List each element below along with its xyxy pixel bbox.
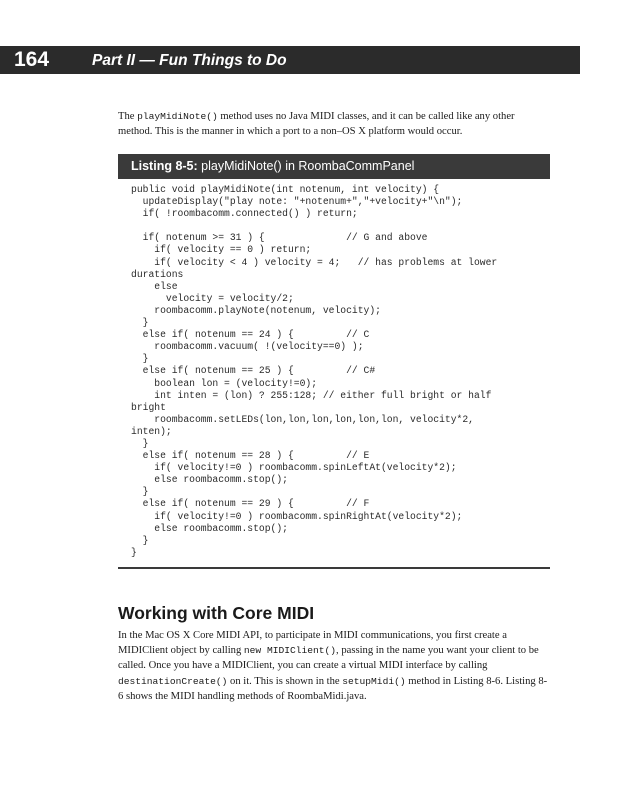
- listing-caption: [131, 157, 414, 176]
- code-line: if( velocity == 0 ) return;: [131, 244, 312, 256]
- code-line: public void playMidiNote(int notenum, int velocity) {: [131, 184, 440, 195]
- core-midi-paragraph: [118, 628, 550, 704]
- inline-code-new-midiclient: new MIDIClient(): [243, 645, 337, 657]
- code-line: else if( notenum == 29 ) { // F: [131, 498, 370, 510]
- code-line: else roombacomm.stop();: [131, 474, 288, 486]
- code-line: else if( notenum == 28 ) { // E: [131, 450, 370, 462]
- code-line: }: [131, 534, 149, 546]
- inline-code-playmidinote: playMidiNote(): [137, 111, 218, 122]
- code-line: if( velocity < 4 ) velocity = 4; // has problems at lower: [131, 256, 498, 268]
- code-line: roombacomm.setLEDs(lon,lon,lon,lon,lon,lon, velocity*2,: [131, 413, 474, 425]
- code-line: else if( notenum == 24 ) { // C: [131, 329, 370, 341]
- code-line: }: [131, 317, 149, 329]
- code-line: if( notenum >= 31 ) { // G and above: [131, 232, 428, 244]
- code-line: if( velocity!=0 ) roombacomm.spinLeftAt(velocity*2);: [131, 462, 457, 474]
- intro-text: The: [118, 111, 138, 122]
- code-line: inten);: [131, 425, 172, 437]
- body-text: , passing in the name you want your client to be called. Once you have a MIDIClient, you can create a virtual MIDI interface by calling: [118, 645, 539, 672]
- code-line: velocity = velocity/2;: [131, 292, 294, 304]
- code-line: bright: [131, 401, 166, 413]
- body-text: on it. This is shown in the: [227, 675, 343, 687]
- code-line: int inten = (lon) ? 255:128; // either full bright or half: [131, 389, 492, 401]
- inline-code-destinationcreate: destinationCreate(): [118, 675, 228, 687]
- code-line: [131, 220, 551, 232]
- listing-label: Listing 8-5:: [131, 159, 198, 173]
- code-line: }: [131, 486, 149, 498]
- code-line: roombacomm.vacuum( !(velocity==0) );: [131, 341, 364, 353]
- code-line: }: [131, 353, 149, 365]
- page-number: 164: [14, 48, 50, 71]
- code-line: if( velocity!=0 ) roombacomm.spinRightAt(velocity*2);: [131, 510, 463, 522]
- code-line: roombacomm.playNote(notenum, velocity);: [131, 304, 381, 316]
- code-line: else if( notenum == 25 ) { // C#: [131, 365, 376, 377]
- code-line: else: [131, 280, 178, 292]
- inline-code-setupmidi: setupMidi(): [342, 675, 406, 687]
- code-line: }: [131, 437, 149, 449]
- body-text: method in Listing 8-6. Listing 8-6 shows the MIDI handling methods of RoombaMidi.java.: [118, 675, 548, 702]
- code-line: durations: [131, 268, 184, 280]
- listing-title: playMidiNote() in RoombaCommPanel: [197, 159, 415, 173]
- body-text: In the Mac OS X Core MIDI API, to participate in MIDI communications, you first create a MIDIClient object by calling: [118, 630, 507, 657]
- listing-bottom-rule: [118, 567, 550, 569]
- code-line: }: [131, 546, 137, 558]
- intro-paragraph: [118, 109, 550, 139]
- code-line: else roombacomm.stop();: [131, 522, 288, 534]
- code-line: if( !roombacomm.connected() ) return;: [131, 208, 358, 220]
- running-header-bar: [0, 46, 580, 74]
- section-heading: Working with Core MIDI: [118, 603, 315, 623]
- intro-text: method uses no Java MIDI classes, and it can be called like any other method. This is the manner in which a port to a non–OS X platform would occur.: [118, 111, 515, 138]
- code-line: boolean lon = (velocity!=0);: [131, 377, 318, 389]
- code-listing: [131, 184, 551, 559]
- code-line: updateDisplay("play note: "+notenum+","+velocity+"\n");: [131, 196, 463, 208]
- running-header-title: Part II — Fun Things to Do: [92, 52, 287, 69]
